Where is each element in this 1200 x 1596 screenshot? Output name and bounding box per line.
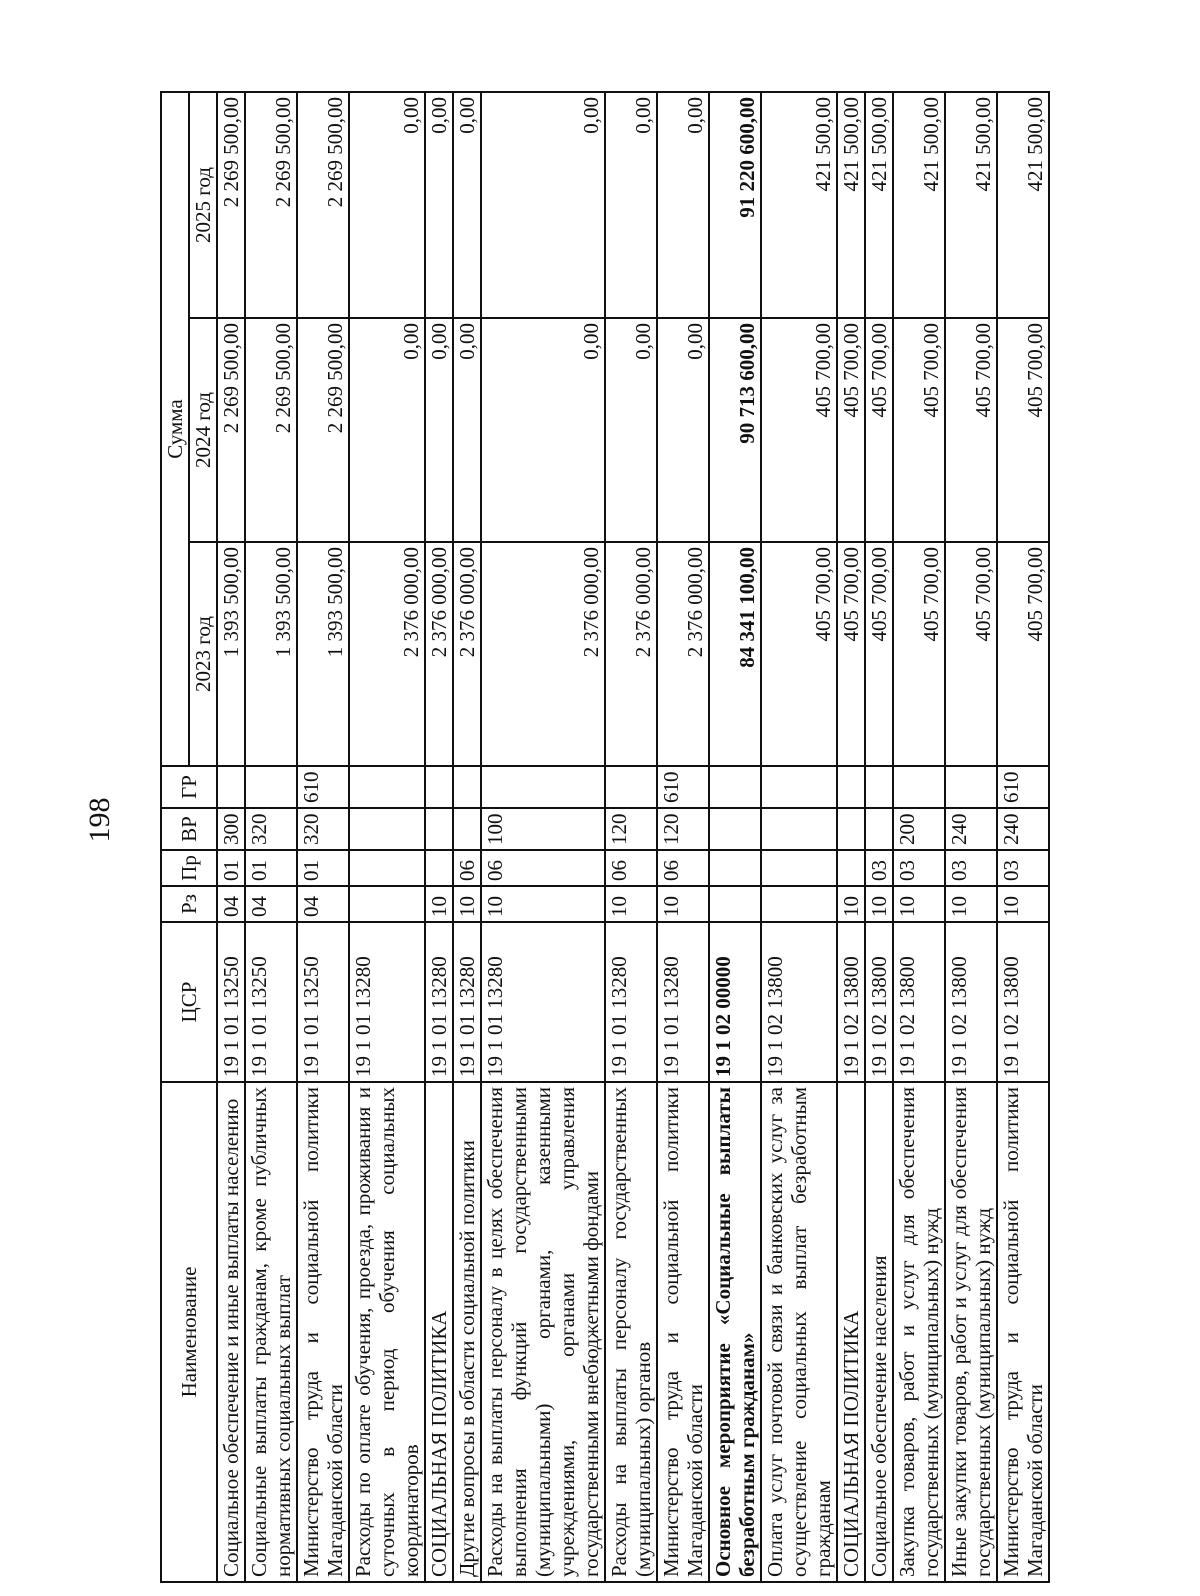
table-body bbox=[217, 92, 1049, 1582]
cell-vr: 240 bbox=[997, 808, 1049, 850]
cell-csr: 19 1 02 13800 bbox=[893, 922, 945, 1082]
cell-amount-2025: 0,00 bbox=[425, 92, 453, 318]
cell-gr: 610 bbox=[997, 766, 1049, 808]
table-header bbox=[161, 92, 217, 1582]
table-row bbox=[297, 92, 349, 1582]
cell-amount-2023: 2 376 000,00 bbox=[605, 542, 657, 766]
cell-vr bbox=[865, 808, 893, 850]
cell-amount-2024: 405 700,00 bbox=[865, 318, 893, 542]
cell-amount-2023: 1 393 500,00 bbox=[217, 542, 245, 766]
header-name: Наименование bbox=[161, 1082, 217, 1582]
cell-csr: 19 1 02 13800 bbox=[761, 922, 837, 1082]
cell-pr: 06 bbox=[481, 850, 605, 886]
cell-gr bbox=[245, 766, 297, 808]
cell-csr: 19 1 02 00000 bbox=[709, 922, 761, 1082]
cell-vr: 200 bbox=[893, 808, 945, 850]
table-row bbox=[893, 92, 945, 1582]
table-row bbox=[349, 92, 425, 1582]
cell-csr: 19 1 01 13280 bbox=[425, 922, 453, 1082]
cell-amount-2025: 421 500,00 bbox=[837, 92, 865, 318]
cell-gr bbox=[945, 766, 997, 808]
cell-amount-2025: 0,00 bbox=[481, 92, 605, 318]
cell-rz: 10 bbox=[837, 886, 865, 922]
table-row bbox=[837, 92, 865, 1582]
cell-name: Оплата услуг почтовой связи и банковских услуг за осуществление социальных выплат безработным гражданам bbox=[761, 1082, 837, 1582]
cell-csr: 19 1 01 13280 bbox=[453, 922, 481, 1082]
cell-pr: 01 bbox=[217, 850, 245, 886]
header-sum: Сумма bbox=[161, 92, 189, 766]
header-csr: ЦСР bbox=[161, 922, 217, 1082]
cell-amount-2025: 421 500,00 bbox=[945, 92, 997, 318]
table-row bbox=[709, 92, 761, 1582]
cell-name: Социальное обеспечение населения bbox=[865, 1082, 893, 1582]
cell-rz: 04 bbox=[297, 886, 349, 922]
cell-vr bbox=[837, 808, 865, 850]
header-2024: 2024 год bbox=[189, 318, 217, 542]
cell-csr: 19 1 02 13800 bbox=[945, 922, 997, 1082]
cell-amount-2023: 84 341 100,00 bbox=[709, 542, 761, 766]
cell-amount-2024: 0,00 bbox=[425, 318, 453, 542]
cell-gr bbox=[481, 766, 605, 808]
cell-pr: 03 bbox=[997, 850, 1049, 886]
cell-amount-2025: 421 500,00 bbox=[761, 92, 837, 318]
header-pr: Пр bbox=[161, 850, 217, 886]
header-vr: ВР bbox=[161, 808, 217, 850]
cell-name: Министерство труда и социальной политики Магаданской области bbox=[997, 1082, 1049, 1582]
cell-vr bbox=[425, 808, 453, 850]
table-row bbox=[865, 92, 893, 1582]
cell-name: Министерство труда и социальной политики Магаданской области bbox=[657, 1082, 709, 1582]
cell-amount-2023: 2 376 000,00 bbox=[453, 542, 481, 766]
cell-csr: 19 1 02 13800 bbox=[997, 922, 1049, 1082]
table-row bbox=[481, 92, 605, 1582]
cell-gr: 610 bbox=[657, 766, 709, 808]
cell-pr: 01 bbox=[297, 850, 349, 886]
cell-amount-2024: 0,00 bbox=[481, 318, 605, 542]
cell-amount-2025: 421 500,00 bbox=[865, 92, 893, 318]
cell-amount-2025: 2 269 500,00 bbox=[245, 92, 297, 318]
cell-amount-2023: 1 393 500,00 bbox=[297, 542, 349, 766]
cell-rz bbox=[349, 886, 425, 922]
cell-amount-2024: 405 700,00 bbox=[893, 318, 945, 542]
cell-rz: 10 bbox=[481, 886, 605, 922]
cell-name: Расходы на выплаты персоналу в целях обеспечения выполнения функций государственными (муниципальными) органами, казенными учреждениями, органами управления государственными внебюджетными фондами bbox=[481, 1082, 605, 1582]
cell-pr: 06 bbox=[605, 850, 657, 886]
cell-vr bbox=[349, 808, 425, 850]
cell-gr bbox=[761, 766, 837, 808]
table-row bbox=[605, 92, 657, 1582]
cell-pr: 06 bbox=[453, 850, 481, 886]
cell-pr bbox=[761, 850, 837, 886]
cell-rz: 10 bbox=[657, 886, 709, 922]
cell-amount-2023: 405 700,00 bbox=[997, 542, 1049, 766]
table-row bbox=[945, 92, 997, 1582]
cell-rz bbox=[709, 886, 761, 922]
cell-csr: 19 1 02 13800 bbox=[865, 922, 893, 1082]
cell-gr bbox=[893, 766, 945, 808]
cell-csr: 19 1 01 13250 bbox=[245, 922, 297, 1082]
cell-csr: 19 1 01 13280 bbox=[605, 922, 657, 1082]
cell-gr bbox=[865, 766, 893, 808]
cell-name: Расходы на выплаты персоналу государственных (муниципальных) органов bbox=[605, 1082, 657, 1582]
cell-amount-2023: 1 393 500,00 bbox=[245, 542, 297, 766]
cell-pr bbox=[349, 850, 425, 886]
cell-pr: 03 bbox=[945, 850, 997, 886]
cell-amount-2023: 405 700,00 bbox=[945, 542, 997, 766]
cell-amount-2024: 0,00 bbox=[657, 318, 709, 542]
header-gr: ГР bbox=[161, 766, 217, 808]
cell-rz: 04 bbox=[245, 886, 297, 922]
cell-amount-2025: 421 500,00 bbox=[893, 92, 945, 318]
cell-rz: 10 bbox=[893, 886, 945, 922]
cell-vr: 120 bbox=[657, 808, 709, 850]
cell-name: Иные закупки товаров, работ и услуг для обеспечения государственных (муниципальных) нужд bbox=[945, 1082, 997, 1582]
cell-name: Расходы по оплате обучения, проезда, проживания и суточных в период обучения социальных координаторов bbox=[349, 1082, 425, 1582]
cell-amount-2024: 405 700,00 bbox=[761, 318, 837, 542]
cell-amount-2024: 0,00 bbox=[605, 318, 657, 542]
cell-vr: 320 bbox=[297, 808, 349, 850]
cell-rz: 10 bbox=[425, 886, 453, 922]
cell-vr: 120 bbox=[605, 808, 657, 850]
cell-csr: 19 1 01 13280 bbox=[349, 922, 425, 1082]
cell-amount-2025: 91 220 600,00 bbox=[709, 92, 761, 318]
cell-pr: 01 bbox=[245, 850, 297, 886]
cell-vr bbox=[709, 808, 761, 850]
cell-csr: 19 1 01 13280 bbox=[481, 922, 605, 1082]
cell-name: Закупка товаров, работ и услуг для обеспечения государственных (муниципальных) нужд bbox=[893, 1082, 945, 1582]
header-2025: 2025 год bbox=[189, 92, 217, 318]
cell-gr bbox=[425, 766, 453, 808]
cell-name: Социальные выплаты гражданам, кроме публичных нормативных социальных выплат bbox=[245, 1082, 297, 1582]
cell-csr: 19 1 01 13250 bbox=[297, 922, 349, 1082]
table-row bbox=[245, 92, 297, 1582]
cell-amount-2024: 0,00 bbox=[349, 318, 425, 542]
cell-rz: 10 bbox=[605, 886, 657, 922]
budget-table bbox=[160, 91, 1050, 1583]
cell-rz: 10 bbox=[865, 886, 893, 922]
header-2023: 2023 год bbox=[189, 542, 217, 766]
cell-amount-2024: 405 700,00 bbox=[837, 318, 865, 542]
cell-pr bbox=[837, 850, 865, 886]
cell-amount-2023: 405 700,00 bbox=[837, 542, 865, 766]
cell-csr: 19 1 02 13800 bbox=[837, 922, 865, 1082]
cell-vr: 300 bbox=[217, 808, 245, 850]
cell-vr: 100 bbox=[481, 808, 605, 850]
cell-amount-2025: 2 269 500,00 bbox=[297, 92, 349, 318]
cell-amount-2023: 405 700,00 bbox=[893, 542, 945, 766]
cell-vr bbox=[453, 808, 481, 850]
cell-amount-2025: 0,00 bbox=[453, 92, 481, 318]
cell-rz: 10 bbox=[997, 886, 1049, 922]
cell-vr: 240 bbox=[945, 808, 997, 850]
cell-amount-2023: 2 376 000,00 bbox=[657, 542, 709, 766]
cell-amount-2025: 2 269 500,00 bbox=[217, 92, 245, 318]
page-number: 198 bbox=[83, 797, 116, 843]
cell-name: СОЦИАЛЬНАЯ ПОЛИТИКА bbox=[837, 1082, 865, 1582]
table-row bbox=[425, 92, 453, 1582]
cell-csr: 19 1 01 13250 bbox=[217, 922, 245, 1082]
cell-amount-2023: 2 376 000,00 bbox=[349, 542, 425, 766]
cell-pr bbox=[709, 850, 761, 886]
cell-name: Министерство труда и социальной политики Магаданской области bbox=[297, 1082, 349, 1582]
cell-name: СОЦИАЛЬНАЯ ПОЛИТИКА bbox=[425, 1082, 453, 1582]
cell-gr bbox=[709, 766, 761, 808]
cell-rz: 10 bbox=[453, 886, 481, 922]
cell-pr bbox=[425, 850, 453, 886]
cell-rz: 10 bbox=[945, 886, 997, 922]
cell-amount-2023: 405 700,00 bbox=[865, 542, 893, 766]
cell-pr: 03 bbox=[893, 850, 945, 886]
table-row bbox=[453, 92, 481, 1582]
cell-pr: 06 bbox=[657, 850, 709, 886]
cell-amount-2023: 405 700,00 bbox=[761, 542, 837, 766]
table-row bbox=[657, 92, 709, 1582]
cell-amount-2023: 2 376 000,00 bbox=[481, 542, 605, 766]
cell-amount-2024: 90 713 600,00 bbox=[709, 318, 761, 542]
cell-gr bbox=[837, 766, 865, 808]
cell-name: Основное мероприятие «Социальные выплаты безработным гражданам» bbox=[709, 1082, 761, 1582]
cell-name: Другие вопросы в области социальной политики bbox=[453, 1082, 481, 1582]
cell-vr: 320 bbox=[245, 808, 297, 850]
cell-gr bbox=[349, 766, 425, 808]
table-row bbox=[997, 92, 1049, 1582]
cell-gr bbox=[605, 766, 657, 808]
cell-gr: 610 bbox=[297, 766, 349, 808]
cell-amount-2023: 2 376 000,00 bbox=[425, 542, 453, 766]
cell-amount-2024: 0,00 bbox=[453, 318, 481, 542]
cell-amount-2025: 421 500,00 bbox=[997, 92, 1049, 318]
cell-gr bbox=[453, 766, 481, 808]
cell-amount-2024: 2 269 500,00 bbox=[245, 318, 297, 542]
cell-rz: 04 bbox=[217, 886, 245, 922]
cell-rz bbox=[761, 886, 837, 922]
cell-amount-2024: 405 700,00 bbox=[997, 318, 1049, 542]
cell-csr: 19 1 01 13280 bbox=[657, 922, 709, 1082]
table-row bbox=[761, 92, 837, 1582]
cell-amount-2024: 2 269 500,00 bbox=[217, 318, 245, 542]
cell-amount-2024: 2 269 500,00 bbox=[297, 318, 349, 542]
cell-amount-2025: 0,00 bbox=[349, 92, 425, 318]
cell-name: Социальное обеспечение и иные выплаты населению bbox=[217, 1082, 245, 1582]
header-rz: Рз bbox=[161, 886, 217, 922]
cell-amount-2025: 0,00 bbox=[657, 92, 709, 318]
cell-amount-2024: 405 700,00 bbox=[945, 318, 997, 542]
cell-gr bbox=[217, 766, 245, 808]
table-row bbox=[217, 92, 245, 1582]
cell-pr: 03 bbox=[865, 850, 893, 886]
budget-table-rotated bbox=[160, 93, 1085, 1583]
cell-vr bbox=[761, 808, 837, 850]
cell-amount-2025: 0,00 bbox=[605, 92, 657, 318]
